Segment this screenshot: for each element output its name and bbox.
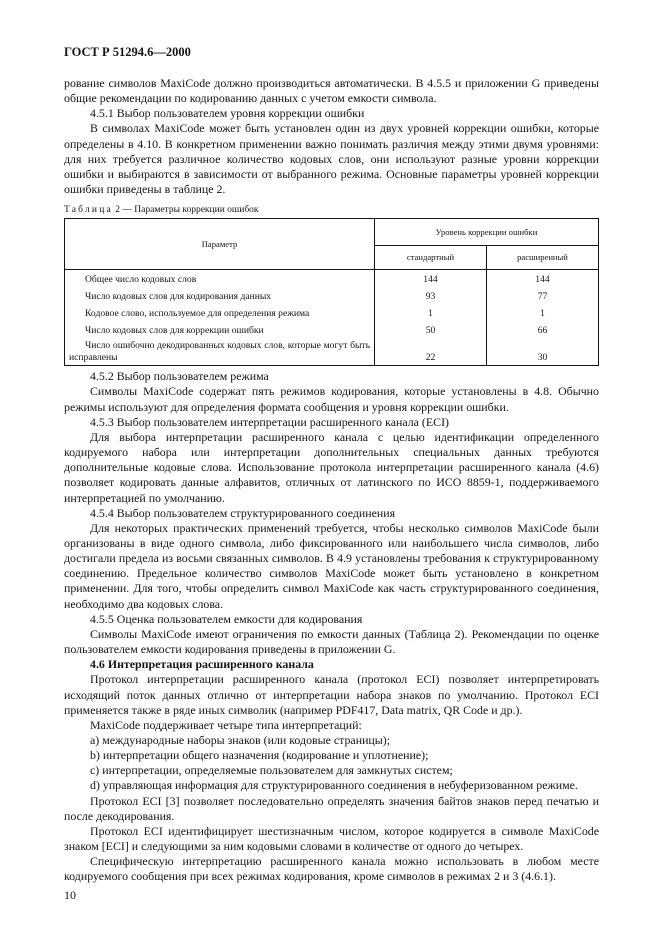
paragraph-interpretation-types: MaxiCode поддерживает четыре типа интерпретаций: xyxy=(90,717,362,732)
error-correction-table xyxy=(64,218,599,366)
document-code-header: ГОСТ Р 51294.6—2000 xyxy=(64,45,191,59)
table-row xyxy=(65,338,599,366)
table-caption xyxy=(64,204,599,216)
table-row xyxy=(65,287,599,304)
table-cell-extended: 77 xyxy=(487,287,599,304)
table-cell-extended: 144 xyxy=(487,270,599,288)
table-cell-extended: 1 xyxy=(487,304,599,321)
list-item-b: b) интерпретации общего назначения (кодирование и уплотнение); xyxy=(90,748,429,763)
table-row xyxy=(65,270,599,288)
paragraph-eci-identifier: Протокол ECI идентифицирует шестизначным числом, которое кодируется в символе MaxiCode знаком [ECI] и следующими за ним кодовыми словами в количестве от одного до четырех. xyxy=(64,823,599,854)
list-item-c: c) интерпретации, определяемые пользователем для замкнутых систем; xyxy=(90,763,453,778)
column-header-parameter: Параметр xyxy=(65,219,375,270)
table-cell-standard: 93 xyxy=(375,287,487,304)
table-cell-param: Число кодовых слов для кодирования данных xyxy=(65,287,375,304)
table-cell-standard: 22 xyxy=(375,338,487,366)
section-heading-4-5-3: 4.5.3 Выбор пользователем интерпретации расширенного канала (ECI) xyxy=(90,414,449,429)
column-header-level: Уровень коррекции ошибки xyxy=(375,219,599,246)
section-heading-4-5-2: 4.5.2 Выбор пользователем режима xyxy=(90,369,269,384)
table-cell-param: Общее число кодовых слов xyxy=(65,270,375,288)
table-cell-extended: 66 xyxy=(487,321,599,338)
paragraph-eci-usage: Специфическую интерпретацию расширенного канала можно использовать в любом месте кодируемого сообщения при всех режимах кодирования, кроме символов в режимах 2 и 3 (4.6.1). xyxy=(64,854,599,884)
page-number: 10 xyxy=(64,888,76,902)
paragraph-eci-selection: Для выбора интерпретации расширенного канала с целью идентификации определенного кодируемого набора или интерпретации дополнительных специальных данных требуются дополнительные кодовые слова. Использование протокола интерпретации расширенного канала (4.6) позволяет кодировать данные алфавитов, отличных от латинского по ИСО 8859-1, поддерживаемого интерпретацией по умолчанию. xyxy=(64,429,599,505)
table-cell-param: Число ошибочно декодированных кодовых слов, которые могут быть исправлены xyxy=(65,338,375,366)
table-cell-standard: 50 xyxy=(375,321,487,338)
paragraph-eci-protocol: Протокол интерпретации расширенного канала (протокол ECI) позволяет интерпретировать исходящий поток данных отлично от интерпретации набора знаков по умолчанию. Протокол ECI применяется также в ряде иных символик (например PDF417, Data matrix, QR Code и др.). xyxy=(64,672,599,717)
section-heading-4-6: 4.6 Интерпретация расширенного канала xyxy=(90,657,314,672)
paragraph-error-correction: В символах MaxiCode может быть установлен один из двух уровней коррекции ошибки, которые определены в 4.10. В конкретном применении важно понимать различия между этими двумя уровнями: для них требуется различное количество кодовых слов, они используют разные уровни коррекции ошибки и выбираются в зависимости от выбранного режима. Основные параметры уровней коррекции ошибки приведены в таблице 2. xyxy=(64,121,599,197)
paragraph-capacity: Символы MaxiCode имеют ограничения по емкости данных (Таблица 2). Рекомендации по оценке пользователем емкости кодирования приведены в приложении G. xyxy=(64,626,599,657)
table-cell-param: Число кодовых слов для коррекции ошибки xyxy=(65,321,375,338)
page-content xyxy=(64,76,599,885)
paragraph-continuation: рование символов MaxiCode должно производиться автоматически. В 4.5.5 и приложении G приведены общие рекомендации по кодированию данных с учетом емкости символа. xyxy=(64,76,599,106)
paragraph-structured-append: Для некоторых практических применений требуется, чтобы несколько символов MaxiCode были организованы в виде одного символа, либо фиксированного или наибольшего числа символов, либо достигали предела из восьми связанных символов. В 4.9 установлены требования к структурированному соединению. Предельное количество символов MaxiCode может быть установлено в конкретном применении. Для того, чтобы определить символ MaxiCode как часть структурированного соединения, необходимо два кодовых слова. xyxy=(64,520,599,611)
table-cell-extended: 30 xyxy=(487,338,599,366)
paragraph-eci-bytes: Протокол ECI [3] позволяет последовательно определять значения байтов знаков перед печатью и после декодирования. xyxy=(64,793,599,823)
column-header-standard: стандартный xyxy=(375,246,487,270)
list-item-d: d) управляющая информация для структурированного соединения в небуферизованном режиме. xyxy=(90,778,578,793)
table-row xyxy=(65,304,599,321)
section-heading-4-5-1: 4.5.1 Выбор пользователем уровня коррекции ошибки xyxy=(90,106,365,121)
table-row xyxy=(65,321,599,338)
paragraph-modes: Символы MaxiCode содержат пять режимов кодирования, которые установлены в 4.8. Обычно режимы используют для определения формата сообщения и уровня коррекции ошибки. xyxy=(64,384,599,414)
column-header-extended: расширенный xyxy=(487,246,599,270)
section-heading-4-5-4: 4.5.4 Выбор пользователем структурированного соединения xyxy=(90,505,396,520)
section-heading-4-5-5: 4.5.5 Оценка пользователем емкости для кодирования xyxy=(90,611,363,626)
table-cell-standard: 144 xyxy=(375,270,487,288)
table-cell-standard: 1 xyxy=(375,304,487,321)
list-item-a: a) международные наборы знаков (или кодовые страницы); xyxy=(90,733,391,747)
table-cell-param: Кодовое слово, используемое для определения режима xyxy=(65,304,375,321)
table-caption-label: Таблица xyxy=(64,205,113,216)
table-caption-text: 2 — Параметры коррекции ошибок xyxy=(112,205,259,216)
